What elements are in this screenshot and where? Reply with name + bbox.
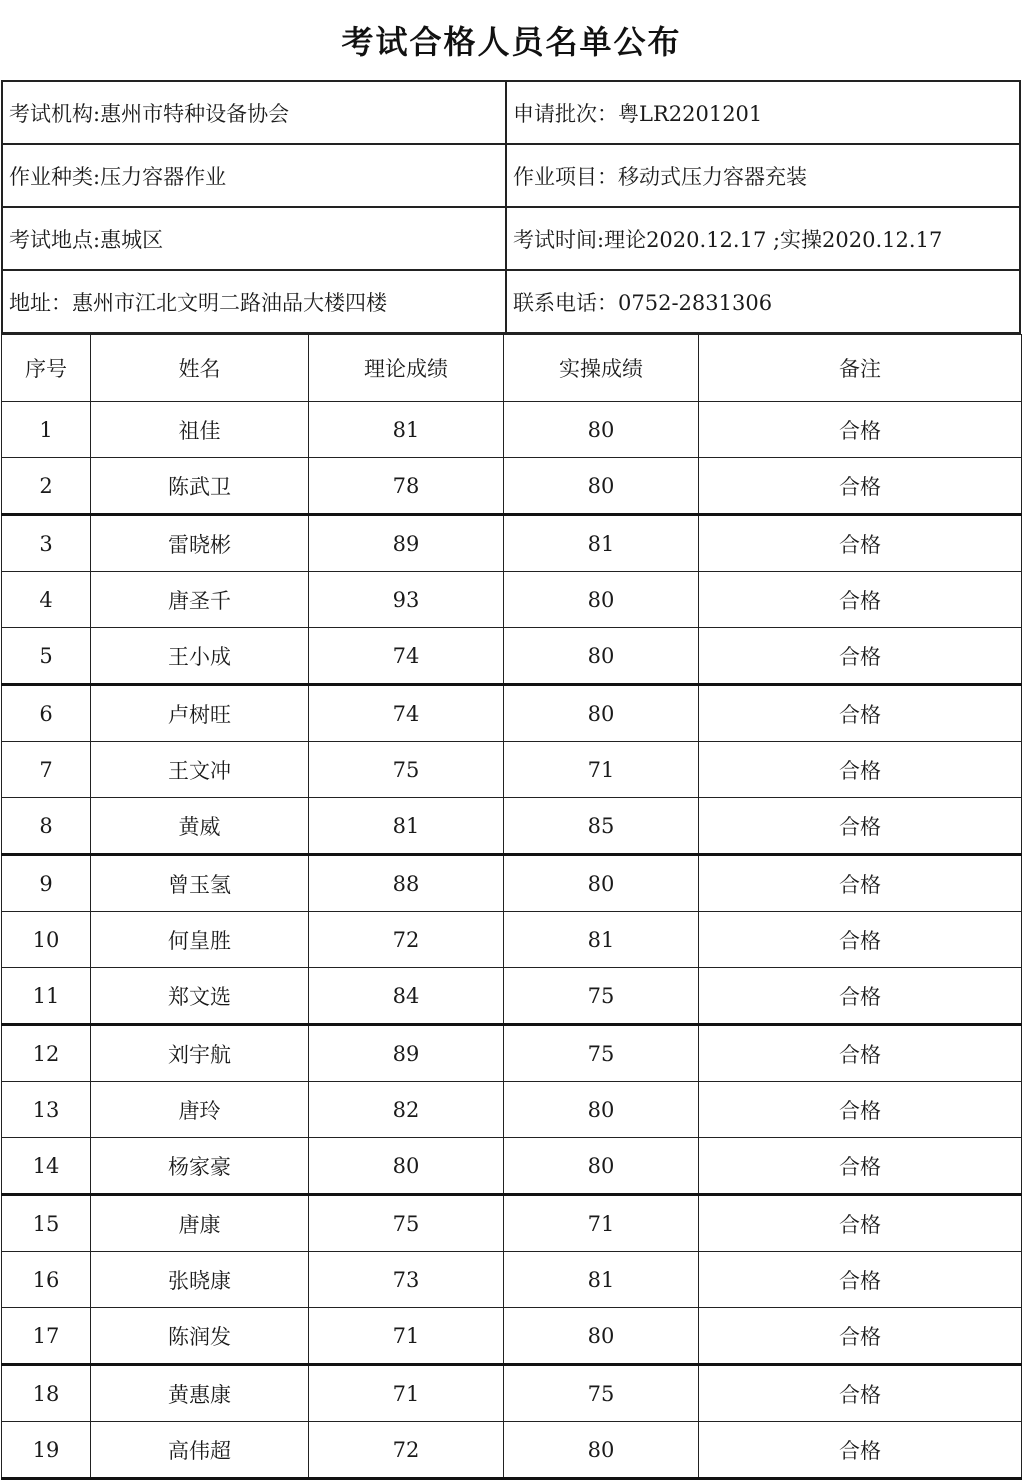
cell-name: 刘宇航 [91, 1025, 309, 1082]
cell-practice: 80 [504, 572, 699, 628]
col-header-name: 姓名 [91, 335, 309, 402]
cell-theory: 78 [309, 458, 504, 515]
table-row [2, 1025, 1022, 1082]
cell-name: 郑文选 [91, 968, 309, 1025]
cell-remark: 合格 [699, 1422, 1022, 1479]
table-row [2, 1195, 1022, 1252]
cell-no: 9 [2, 855, 91, 912]
cell-remark: 合格 [699, 572, 1022, 628]
cell-name: 王文冲 [91, 742, 309, 798]
col-header-theory: 理论成绩 [309, 335, 504, 402]
results-table [1, 334, 1022, 1480]
cell-name: 王小成 [91, 628, 309, 685]
cell-theory: 82 [309, 1082, 504, 1138]
cell-theory: 89 [309, 1025, 504, 1082]
table-row [2, 402, 1022, 458]
cell-name: 唐玲 [91, 1082, 309, 1138]
cell-practice: 75 [504, 968, 699, 1025]
work-category: 作业种类:压力容器作业 [2, 144, 506, 207]
cell-remark: 合格 [699, 1308, 1022, 1365]
info-row [2, 144, 1020, 207]
page-title: 考试合格人员名单公布 [341, 23, 682, 61]
cell-no: 4 [2, 572, 91, 628]
exam-time: 考试时间:理论2020.12.17 ;实操2020.12.17 [506, 207, 1020, 270]
cell-name: 曾玉氢 [91, 855, 309, 912]
cell-practice: 80 [504, 1422, 699, 1479]
cell-practice: 85 [504, 798, 699, 855]
cell-name: 黄威 [91, 798, 309, 855]
cell-theory: 75 [309, 742, 504, 798]
cell-remark: 合格 [699, 1195, 1022, 1252]
cell-practice: 80 [504, 685, 699, 742]
table-row [2, 628, 1022, 685]
cell-name: 雷晓彬 [91, 515, 309, 572]
cell-name: 祖佳 [91, 402, 309, 458]
cell-practice: 80 [504, 1138, 699, 1195]
table-row [2, 1422, 1022, 1479]
cell-theory: 74 [309, 628, 504, 685]
col-header-remark: 备注 [699, 335, 1022, 402]
col-header-no: 序号 [2, 335, 91, 402]
cell-no: 10 [2, 912, 91, 968]
table-header-row [2, 335, 1022, 402]
cell-no: 15 [2, 1195, 91, 1252]
cell-no: 5 [2, 628, 91, 685]
col-header-practice: 实操成绩 [504, 335, 699, 402]
cell-no: 2 [2, 458, 91, 515]
cell-practice: 75 [504, 1025, 699, 1082]
cell-name: 黄惠康 [91, 1365, 309, 1422]
address: 地址：惠州市江北文明二路油品大楼四楼 [2, 270, 506, 333]
cell-name: 何皇胜 [91, 912, 309, 968]
table-row [2, 912, 1022, 968]
table-row [2, 798, 1022, 855]
cell-practice: 80 [504, 628, 699, 685]
cell-no: 8 [2, 798, 91, 855]
cell-remark: 合格 [699, 742, 1022, 798]
table-row [2, 1252, 1022, 1308]
table-row [2, 1308, 1022, 1365]
info-row [2, 207, 1020, 270]
cell-practice: 80 [504, 855, 699, 912]
cell-no: 11 [2, 968, 91, 1025]
cell-name: 唐康 [91, 1195, 309, 1252]
table-row [2, 968, 1022, 1025]
cell-theory: 81 [309, 798, 504, 855]
cell-theory: 80 [309, 1138, 504, 1195]
cell-practice: 75 [504, 1365, 699, 1422]
contact-phone: 联系电话：0752-2831306 [506, 270, 1020, 333]
table-row [2, 742, 1022, 798]
cell-remark: 合格 [699, 1138, 1022, 1195]
cell-theory: 72 [309, 1422, 504, 1479]
cell-remark: 合格 [699, 855, 1022, 912]
cell-no: 18 [2, 1365, 91, 1422]
cell-remark: 合格 [699, 515, 1022, 572]
cell-no: 19 [2, 1422, 91, 1479]
cell-no: 7 [2, 742, 91, 798]
cell-name: 陈润发 [91, 1308, 309, 1365]
cell-remark: 合格 [699, 685, 1022, 742]
cell-remark: 合格 [699, 968, 1022, 1025]
cell-practice: 80 [504, 402, 699, 458]
cell-no: 17 [2, 1308, 91, 1365]
cell-remark: 合格 [699, 912, 1022, 968]
table-row [2, 1138, 1022, 1195]
cell-no: 12 [2, 1025, 91, 1082]
table-row [2, 1365, 1022, 1422]
cell-practice: 80 [504, 1308, 699, 1365]
cell-practice: 81 [504, 515, 699, 572]
cell-theory: 84 [309, 968, 504, 1025]
cell-remark: 合格 [699, 1252, 1022, 1308]
cell-remark: 合格 [699, 402, 1022, 458]
cell-theory: 88 [309, 855, 504, 912]
exam-org: 考试机构:惠州市特种设备协会 [2, 81, 506, 144]
cell-remark: 合格 [699, 458, 1022, 515]
table-row [2, 572, 1022, 628]
cell-theory: 89 [309, 515, 504, 572]
exam-place: 考试地点:惠城区 [2, 207, 506, 270]
cell-theory: 72 [309, 912, 504, 968]
cell-name: 杨家豪 [91, 1138, 309, 1195]
cell-remark: 合格 [699, 1365, 1022, 1422]
work-item: 作业项目：移动式压力容器充装 [506, 144, 1020, 207]
cell-no: 16 [2, 1252, 91, 1308]
info-row [2, 81, 1020, 144]
cell-no: 3 [2, 515, 91, 572]
cell-name: 高伟超 [91, 1422, 309, 1479]
cell-no: 1 [2, 402, 91, 458]
cell-remark: 合格 [699, 1082, 1022, 1138]
cell-theory: 71 [309, 1308, 504, 1365]
cell-remark: 合格 [699, 628, 1022, 685]
cell-theory: 81 [309, 402, 504, 458]
cell-no: 13 [2, 1082, 91, 1138]
cell-theory: 74 [309, 685, 504, 742]
cell-name: 陈武卫 [91, 458, 309, 515]
cell-theory: 93 [309, 572, 504, 628]
cell-practice: 71 [504, 742, 699, 798]
cell-no: 14 [2, 1138, 91, 1195]
cell-practice: 71 [504, 1195, 699, 1252]
cell-theory: 75 [309, 1195, 504, 1252]
cell-name: 唐圣千 [91, 572, 309, 628]
table-row [2, 458, 1022, 515]
cell-name: 卢树旺 [91, 685, 309, 742]
cell-name: 张晓康 [91, 1252, 309, 1308]
cell-remark: 合格 [699, 798, 1022, 855]
table-row [2, 685, 1022, 742]
info-row [2, 270, 1020, 333]
cell-practice: 81 [504, 912, 699, 968]
exam-info-table [1, 80, 1021, 334]
cell-theory: 73 [309, 1252, 504, 1308]
cell-theory: 71 [309, 1365, 504, 1422]
table-row [2, 515, 1022, 572]
cell-practice: 80 [504, 1082, 699, 1138]
table-row [2, 1082, 1022, 1138]
results-body [2, 402, 1022, 1479]
cell-practice: 81 [504, 1252, 699, 1308]
apply-batch: 申请批次：粤LR2201201 [506, 81, 1020, 144]
table-row [2, 855, 1022, 912]
cell-no: 6 [2, 685, 91, 742]
cell-remark: 合格 [699, 1025, 1022, 1082]
cell-practice: 80 [504, 458, 699, 515]
